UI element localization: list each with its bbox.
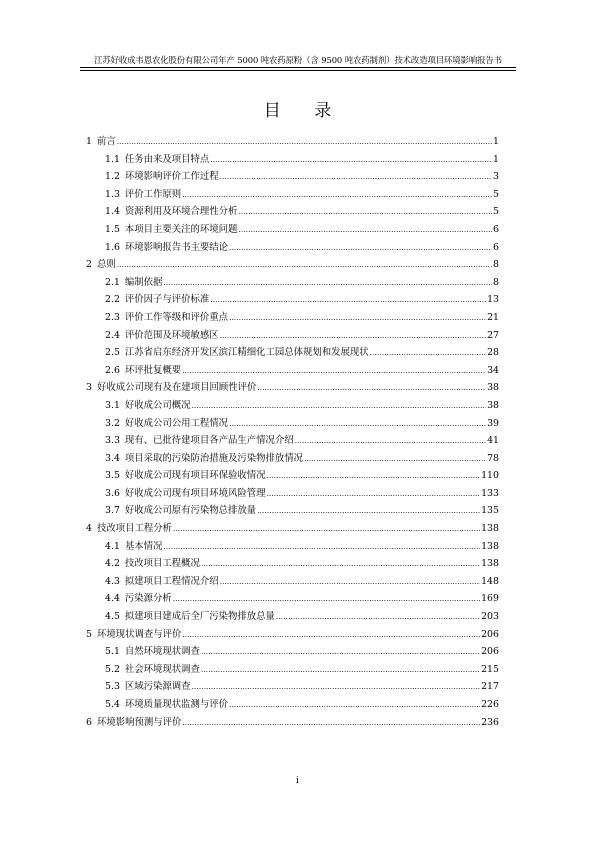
toc-entry-title: 自然环境现状调查 xyxy=(124,646,200,658)
toc-entry-number: 5.2 xyxy=(105,663,120,675)
toc-entry[interactable] xyxy=(86,291,499,309)
toc-leader-dots xyxy=(182,191,492,199)
toc-entry-number: 5.3 xyxy=(105,681,120,693)
running-header: 江苏好收成韦恩农化股份有限公司年产 5000 吨农药原粉（含 9500 吨农药制剂）技术改造项目环境影响报告书 xyxy=(94,55,502,65)
toc-entry[interactable] xyxy=(86,626,499,644)
toc-entry-number: 5 xyxy=(86,628,92,640)
toc-entry-number: 1.5 xyxy=(105,223,120,235)
toc-entry[interactable] xyxy=(86,678,499,696)
toc-entry[interactable] xyxy=(86,608,499,626)
toc-entry-page: 8 xyxy=(493,276,499,288)
toc-entry-title: 社会环境现状调查 xyxy=(124,663,200,675)
toc-leader-dots xyxy=(257,507,480,515)
toc-entry-title: 前言 xyxy=(96,136,116,147)
toc-entry-title: 资源利用及环境合理性分析 xyxy=(124,206,238,218)
toc-entry-title: 总则 xyxy=(96,259,116,271)
toc-entry-number: 3.1 xyxy=(105,399,120,411)
toc-entry-title: 评价工作原则 xyxy=(124,188,182,200)
toc-leader-dots xyxy=(267,490,481,498)
toc-entry[interactable] xyxy=(86,696,499,714)
toc-entry-number: 2.3 xyxy=(105,311,120,323)
toc-entry-title: 评价范围及环境敏感区 xyxy=(124,329,219,341)
toc-entry-title: 好收成公司公用工程情况 xyxy=(124,417,229,429)
toc-entry-page: 34 xyxy=(487,364,499,376)
toc-entry[interactable] xyxy=(86,538,499,556)
toc-leader-dots xyxy=(201,666,480,674)
toc-entry[interactable] xyxy=(86,520,499,538)
toc-leader-dots xyxy=(117,261,492,269)
toc-leader-dots xyxy=(229,244,492,252)
toc-entry-number: 3.6 xyxy=(105,487,120,499)
toc-leader-dots xyxy=(238,208,492,216)
toc-leader-dots xyxy=(220,578,480,586)
toc-entry[interactable] xyxy=(86,555,499,573)
toc-leader-dots xyxy=(201,560,480,568)
toc-entry-page: 5 xyxy=(493,188,499,200)
toc-entry-page: 39 xyxy=(487,417,499,429)
toc-entry-page: 148 xyxy=(481,575,499,587)
toc-entry-number: 3.7 xyxy=(105,505,120,517)
toc-leader-dots xyxy=(173,595,480,603)
toc-leader-dots xyxy=(229,701,480,709)
toc-entry[interactable] xyxy=(86,661,499,679)
toc-entry-page: 6 xyxy=(493,223,499,235)
toc-entry-title: 拟建项目工程情况介绍 xyxy=(124,575,219,587)
toc-entry-page: 78 xyxy=(487,452,499,464)
toc-entry-number: 2.4 xyxy=(105,329,120,341)
toc-entry[interactable] xyxy=(86,379,499,397)
toc-entry-title: 编制依据 xyxy=(124,276,163,288)
toc-entry-title: 现有、已批待建项目各产品生产情况介绍 xyxy=(124,435,294,447)
toc-entry-number: 3 xyxy=(86,382,92,394)
toc-entry-page: 3 xyxy=(493,171,499,183)
toc-leader-dots xyxy=(370,349,486,357)
toc-entry[interactable] xyxy=(86,643,499,661)
toc-entry-title: 评价因子与评价标准 xyxy=(124,294,210,306)
toc-entry-page: 41 xyxy=(487,435,499,447)
toc-entry-page: 138 xyxy=(481,523,499,535)
toc-entry-number: 1.2 xyxy=(105,171,120,183)
toc-entry-page: 133 xyxy=(481,487,499,499)
toc-entry[interactable] xyxy=(86,362,499,380)
toc-entry-number: 4.5 xyxy=(105,611,120,623)
toc-leader-dots xyxy=(163,279,492,287)
toc-entry[interactable] xyxy=(86,309,499,327)
toc-entry[interactable] xyxy=(86,221,499,239)
toc-entry-page: 1 xyxy=(493,136,499,147)
header-rule xyxy=(80,67,516,68)
toc-entry[interactable] xyxy=(86,151,499,169)
toc-entry[interactable] xyxy=(86,397,499,415)
toc-entry-title: 好收成公司现有项目环境风险管理 xyxy=(124,487,266,499)
toc-entry-page: 13 xyxy=(487,294,499,306)
toc-entry-title: 环境影响预测与评价 xyxy=(96,716,182,728)
toc-entry[interactable] xyxy=(86,502,499,520)
toc-entry-number: 2.5 xyxy=(105,347,120,359)
toc-entry-number: 1.6 xyxy=(105,241,120,253)
toc-entry-number: 4.3 xyxy=(105,575,120,587)
toc-entry-number: 2.1 xyxy=(105,276,120,288)
toc-entry-page: 215 xyxy=(481,663,499,675)
toc-leader-dots xyxy=(201,648,480,656)
toc-entry-number: 2.2 xyxy=(105,294,120,306)
toc-entry-number: 4.4 xyxy=(105,593,120,605)
toc-entry-page: 138 xyxy=(481,540,499,552)
toc-entry-title: 环评批复概要 xyxy=(124,364,182,376)
toc-entry-title: 环境质量现状监测与评价 xyxy=(124,699,229,710)
toc-entry-page: 206 xyxy=(481,628,499,640)
toc-entry-title: 区域污染源调查 xyxy=(124,681,191,693)
toc-entry[interactable] xyxy=(86,274,499,292)
toc-entry-number: 1.4 xyxy=(105,206,120,218)
toc-entry-title: 好收成公司现有及在建项目回顾性评价 xyxy=(96,382,257,394)
toc-entry-title: 好收成公司原有污染物总排放量 xyxy=(124,505,257,517)
toc-entry-number: 3.2 xyxy=(105,417,120,429)
toc-entry-title: 基本情况 xyxy=(124,540,163,552)
toc-entry-title: 技改项目工程概况 xyxy=(124,558,200,570)
toc-entry-page: 206 xyxy=(481,646,499,658)
toc-entry-number: 1.1 xyxy=(105,153,120,165)
toc-leader-dots xyxy=(276,613,480,621)
toc-entry-title: 评价工作等级和评价重点 xyxy=(124,311,229,323)
toc-leader-dots xyxy=(192,402,487,410)
toc-entry-number: 1.3 xyxy=(105,188,120,200)
toc-leader-dots xyxy=(229,420,486,428)
toc-entry-page: 6 xyxy=(493,241,499,253)
toc-entry-title: 技改项目工程分析 xyxy=(96,523,172,535)
toc-leader-dots xyxy=(304,455,486,463)
toc-entry-title: 项目采取的污染防治措施及污染物排放情况 xyxy=(124,452,304,464)
toc-entry[interactable] xyxy=(86,203,499,221)
toc-leader-dots xyxy=(182,631,480,639)
toc-entry-number: 3.3 xyxy=(105,435,120,447)
toc-entry-title: 本项目主要关注的环境问题 xyxy=(124,223,238,235)
toc-entry-number: 5.4 xyxy=(105,699,120,710)
toc-entry[interactable] xyxy=(86,450,499,468)
toc-entry[interactable] xyxy=(86,239,499,257)
toc-entry-number: 2 xyxy=(86,259,92,271)
toc-entry-title: 任务由来及项目特点 xyxy=(124,153,210,165)
toc-leader-dots xyxy=(210,296,486,304)
toc-entry-page: 38 xyxy=(487,399,499,411)
toc-entry-number: 3.4 xyxy=(105,452,120,464)
page-number: i xyxy=(296,776,299,786)
toc-entry[interactable] xyxy=(86,344,499,362)
toc-entry[interactable] xyxy=(86,327,499,345)
toc-entry-page: 28 xyxy=(487,347,499,359)
toc-entry[interactable] xyxy=(86,714,499,732)
toc-entry-number: 4.1 xyxy=(105,540,120,552)
toc-leader-dots xyxy=(267,472,481,480)
table-of-contents xyxy=(86,133,499,731)
toc-leader-dots xyxy=(238,226,492,234)
toc-entry-page: 226 xyxy=(481,699,499,710)
toc-entry-page: 217 xyxy=(481,681,499,693)
toc-entry-title: 好收成公司概况 xyxy=(124,399,191,411)
toc-entry-title: 环境影响评价工作过程 xyxy=(124,171,219,183)
toc-entry[interactable] xyxy=(86,186,499,204)
toc-leader-dots xyxy=(257,384,486,392)
toc-entry-number: 6 xyxy=(86,716,92,728)
toc-entry[interactable] xyxy=(86,256,499,274)
toc-leader-dots xyxy=(173,525,480,533)
toc-entry-page: 135 xyxy=(481,505,499,517)
toc-leader-dots xyxy=(182,719,480,727)
toc-entry-page: 1 xyxy=(493,153,499,165)
toc-entry[interactable] xyxy=(86,590,499,608)
toc-entry-title: 江苏省启东经济开发区滨江精细化工园总体规划和发展现状 xyxy=(124,347,369,359)
toc-leader-dots xyxy=(117,138,492,146)
toc-entry[interactable] xyxy=(86,485,499,503)
toc-leader-dots xyxy=(182,367,486,375)
toc-entry-page: 21 xyxy=(487,311,499,323)
toc-entry[interactable] xyxy=(86,467,499,485)
toc-entry-page: 110 xyxy=(481,470,499,482)
toc-entry-page: 169 xyxy=(481,593,499,605)
toc-entry-page: 38 xyxy=(487,382,499,394)
toc-entry-title: 拟建项目建成后全厂污染物排放总量 xyxy=(124,611,275,623)
toc-entry-page: 203 xyxy=(481,611,499,623)
toc-entry-number: 1 xyxy=(86,136,92,147)
toc-entry-title: 环境影响报告书主要结论 xyxy=(124,241,229,253)
toc-entry-page: 138 xyxy=(481,558,499,570)
toc-entry-title: 污染源分析 xyxy=(124,593,172,605)
toc-entry-title: 环境现状调查与评价 xyxy=(96,628,182,640)
toc-leader-dots xyxy=(295,437,486,445)
toc-entry[interactable] xyxy=(86,432,499,450)
toc-entry-page: 5 xyxy=(493,206,499,218)
toc-entry[interactable] xyxy=(86,415,499,433)
toc-entry-number: 3.5 xyxy=(105,470,120,482)
toc-entry-title: 好收成公司现有项目环保验收情况 xyxy=(124,470,266,482)
toc-entry-page: 27 xyxy=(487,329,499,341)
toc-leader-dots xyxy=(229,314,486,322)
toc-leader-dots xyxy=(192,683,481,691)
toc-entry-number: 2.6 xyxy=(105,364,120,376)
toc-entry-number: 5.1 xyxy=(105,646,120,658)
toc-leader-dots xyxy=(210,156,492,164)
toc-entry-page: 8 xyxy=(493,259,499,271)
toc-leader-dots xyxy=(220,332,486,340)
toc-entry[interactable] xyxy=(86,573,499,591)
toc-leader-dots xyxy=(220,173,492,181)
toc-entry[interactable] xyxy=(86,133,499,151)
toc-entry-number: 4 xyxy=(86,523,92,535)
toc-entry-number: 4.2 xyxy=(105,558,120,570)
header-rule-thin xyxy=(80,70,516,71)
toc-leader-dots xyxy=(163,543,480,551)
toc-entry[interactable] xyxy=(86,168,499,186)
page-title: 目 录 xyxy=(263,101,346,121)
toc-entry-page: 236 xyxy=(481,716,499,728)
